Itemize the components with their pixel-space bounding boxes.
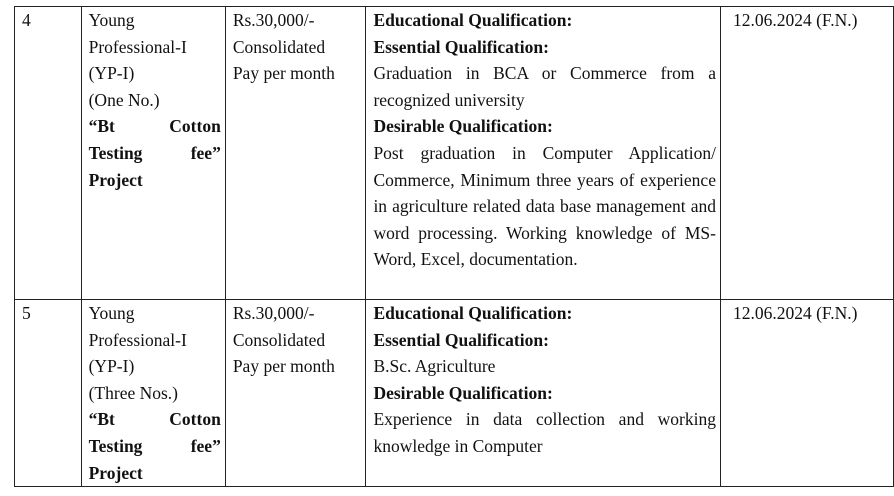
post-title-line: Professional-I (88, 36, 187, 57)
table-row (15, 7, 894, 300)
desirable-qualification-text: Post graduation in Computer Application/ Commerce, Minimum three years of experience in agriculture related data base management and word processing. Working knowledge of MS-Word, Excel, documentation. (373, 142, 716, 270)
post-title-line: Professional-I (88, 329, 187, 350)
desirable-qualification-heading: Desirable Qualification: (373, 382, 553, 403)
qualification-cell (366, 300, 721, 487)
educational-qualification-heading: Educational Qualification: (373, 10, 573, 30)
essential-qualification-text: B.Sc. Agriculture (373, 356, 496, 377)
post-title-line: Young (88, 10, 135, 30)
interview-date: 12.06.2024 (F.N.) (720, 300, 893, 487)
project-word: “Bt (88, 116, 115, 137)
pay-cell (225, 300, 366, 487)
project-word: Cotton (169, 116, 221, 137)
qualification-cell (366, 7, 721, 300)
project-word: fee” (190, 142, 221, 163)
pay-period: Pay per month (232, 356, 335, 377)
post-count: (One No.) (88, 89, 160, 110)
post-name-cell (81, 300, 225, 487)
project-name-line (89, 140, 221, 167)
project-name-line (89, 433, 221, 460)
project-name-line (89, 113, 221, 140)
pay-type: Consolidated (232, 329, 326, 350)
pay-amount: Rs.30,000/- (232, 303, 315, 323)
pay-amount: Rs.30,000/- (232, 10, 315, 30)
vacancy-table-fragment (14, 6, 894, 487)
educational-qualification-heading: Educational Qualification: (373, 303, 573, 323)
project-word: fee” (190, 435, 221, 456)
serial-number: 4 (15, 7, 82, 300)
project-name-line: Project (88, 169, 143, 190)
post-title-line: Young (88, 303, 135, 323)
table-row (15, 300, 894, 487)
desirable-qualification-heading: Desirable Qualification: (373, 116, 553, 137)
post-name-cell (81, 7, 225, 300)
project-word: Testing (88, 142, 143, 163)
essential-qualification-text: Graduation in BCA or Commerce from a recognized university (373, 63, 716, 110)
essential-qualification-heading: Essential Qualification: (373, 36, 549, 57)
vacancy-table (14, 6, 894, 487)
pay-cell (225, 7, 366, 300)
post-abbreviation: (YP-I) (88, 356, 135, 377)
essential-qualification-heading: Essential Qualification: (373, 329, 549, 350)
project-word: Cotton (169, 409, 221, 430)
project-word: Testing (88, 435, 143, 456)
project-word: “Bt (88, 409, 115, 430)
post-count: (Three Nos.) (88, 382, 179, 403)
serial-number: 5 (15, 300, 82, 487)
pay-period: Pay per month (232, 63, 335, 84)
pay-type: Consolidated (232, 36, 326, 57)
project-name-line (89, 406, 221, 433)
desirable-qualification-text: Experience in data collection and working knowledge in Computer (373, 409, 716, 456)
post-abbreviation: (YP-I) (88, 63, 135, 84)
interview-date: 12.06.2024 (F.N.) (720, 7, 893, 300)
project-name-line: Project (88, 462, 143, 483)
